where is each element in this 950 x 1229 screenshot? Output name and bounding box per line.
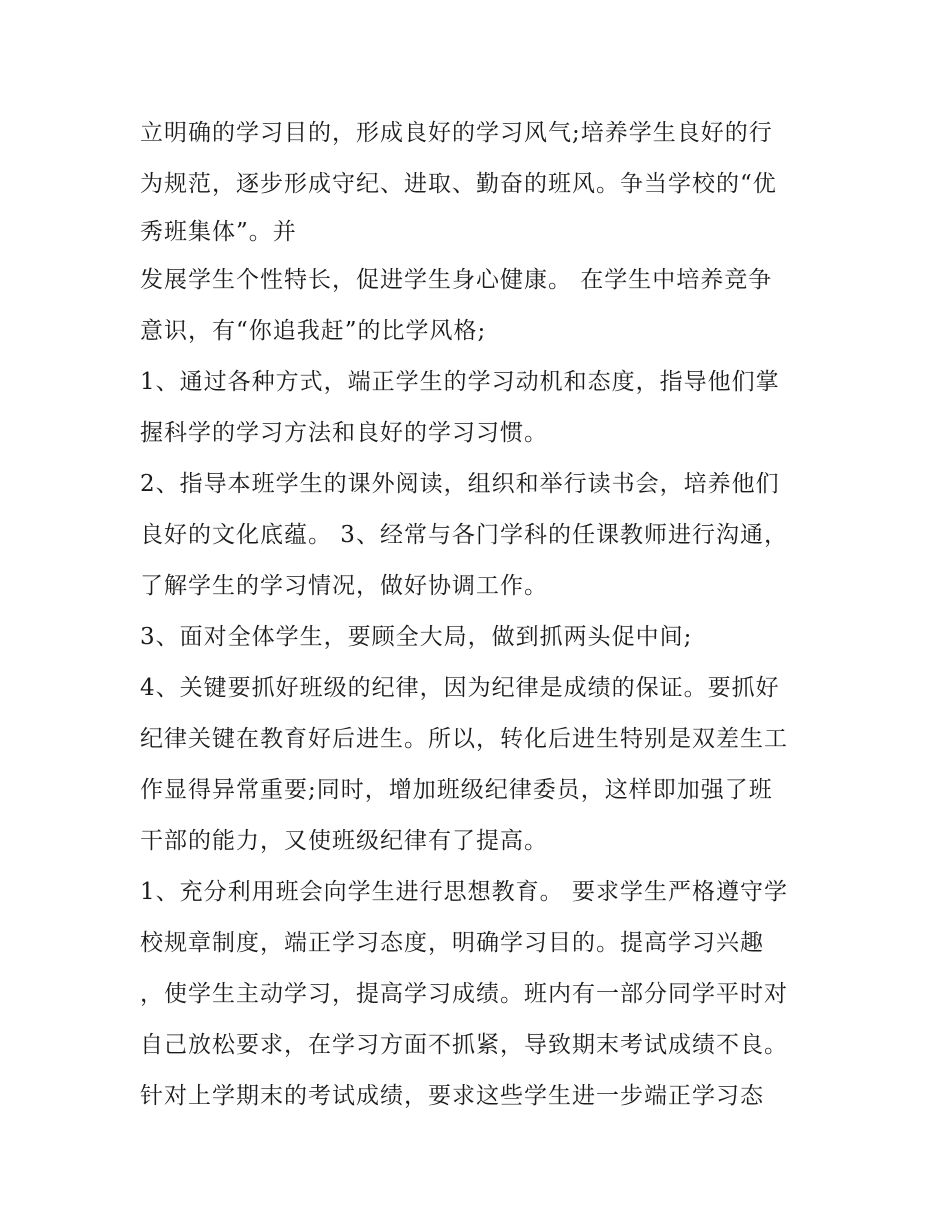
text-line: 了解学生的学习情况，做好协调工作。 [140,573,548,599]
text-line: 4、关键要抓好班级的纪律，因为纪律是成绩的保证。要抓好 [140,675,780,701]
text-line: 握科学的学习方法和良好的学习习惯。 [140,420,548,446]
text-line: 针对上学期末的考试成绩，要求这些学生进一步端正学习态 [140,1083,764,1109]
text-line: 干部的能力，又使班级纪律有了提高。 [140,828,548,854]
text-line: 立明确的学习目的，形成良好的学习风气;培养学生良好的行 [140,120,773,146]
text-line: 1、通过各种方式，端正学生的学习动机和态度，指导他们掌 [140,369,780,395]
text-line: 发展学生个性特长，促进学生身心健康。 在学生中培养竞争 [140,267,773,293]
text-line: 自己放松要求，在学习方面不抓紧，导致期末考试成绩不良。 [140,1032,788,1058]
text-line: 作显得异常重要;同时，增加班级纪律委员，这样即加强了班 [140,777,773,803]
text-line: ，使学生主动学习，提高学习成绩。班内有一部分同学平时对 [140,981,788,1007]
text-line: 3、面对全体学生，要顾全大局，做到抓两头促中间; [140,624,693,650]
document-body [140,108,830,1122]
text-line: 秀班集体”。并 [140,219,297,245]
text-line: 2、指导本班学生的课外阅读，组织和举行读书会，培养他们 [140,471,780,497]
text-line: 纪律关键在教育好后进生。所以，转化后进生特别是双差生工 [140,726,788,752]
text-line: 为规范，逐步形成守纪、进取、勤奋的班风。争当学校的“优 [140,171,777,197]
text-line: 良好的文化底蕴。 3、经常与各门学科的任课教师进行沟通， [140,522,788,548]
text-line: 1、充分利用班会向学生进行思想教育。 要求学生严格遵守学 [140,879,788,905]
text-line: 校规章制度，端正学习态度，明确学习目的。提高学习兴趣 [140,930,764,956]
text-line: 意识，有“你追我赶”的比学风格; [140,318,487,344]
